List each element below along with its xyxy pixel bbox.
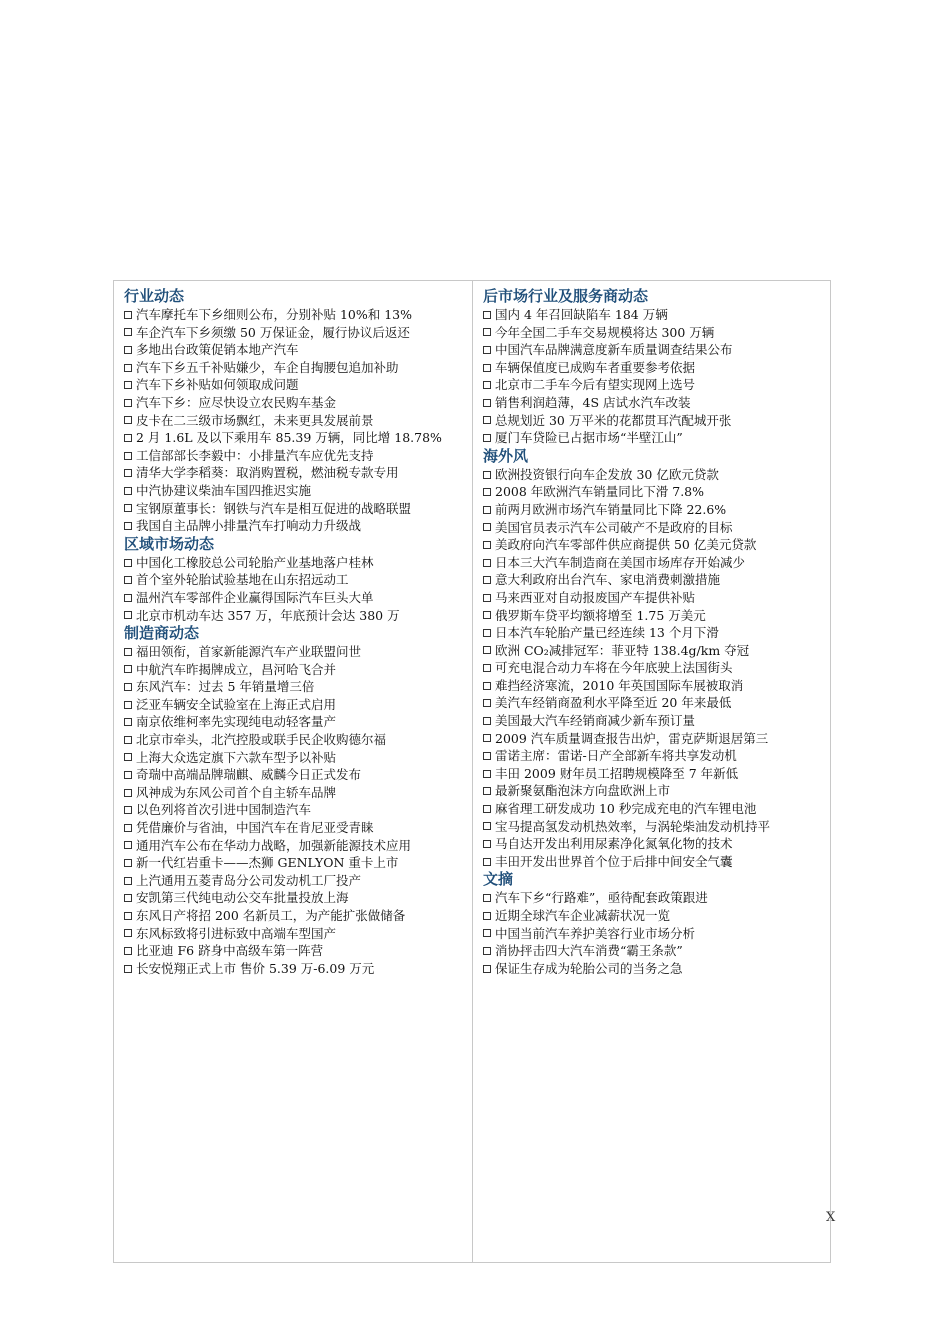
list-item-text: 我国自主品牌小排量汽车打响动力升级战 [136, 518, 362, 534]
list-item-text: 北京市二手车今后有望实现网上选号 [495, 377, 696, 393]
checkbox-icon [483, 416, 491, 424]
list-item[interactable] [124, 889, 469, 907]
list-item-text: 雷诺主席：雷诺-日产全部新车将共享发动机 [495, 748, 737, 764]
list-item-text: 丰田 2009 财年员工招聘规模降至 7 年新低 [495, 765, 739, 781]
list-item[interactable] [483, 942, 828, 960]
list-item-text: 保证生存成为轮胎公司的当务之急 [495, 960, 683, 976]
list-item-text: 马自达开发出利用尿素净化氮氧化物的技术 [495, 836, 733, 852]
checkbox-icon [124, 416, 132, 424]
checkbox-icon [483, 399, 491, 407]
checkbox-icon [483, 770, 491, 778]
list-item-text: 2009 汽车质量调查报告出炉，雷克萨斯退居第三 [495, 730, 769, 746]
checkbox-icon [483, 488, 491, 496]
list-item-text: 麻省理工研发成功 10 秒完成充电的汽车锂电池 [495, 801, 757, 817]
list-item-text: 2008 年欧洲汽车销量同比下滑 7.8% [495, 484, 705, 500]
list-item[interactable] [124, 801, 469, 819]
checkbox-icon [483, 929, 491, 937]
list-item[interactable] [483, 519, 828, 537]
list-item-text: 宝钢原董事长：钢铁与汽车是相互促进的战略联盟 [136, 500, 412, 516]
checkbox-icon [124, 522, 132, 530]
list-item[interactable] [124, 766, 469, 784]
list-item[interactable] [483, 376, 828, 394]
checkbox-icon [483, 364, 491, 372]
list-item[interactable] [124, 394, 469, 412]
list-item[interactable] [124, 359, 469, 377]
list-item-text: 汽车下乡“行路难”，亟待配套政策跟进 [495, 890, 708, 906]
checkbox-icon [124, 806, 132, 814]
checkbox-icon [483, 629, 491, 637]
checkbox-icon [483, 523, 491, 531]
list-item-text: 中国当前汽车养护美容行业市场分析 [495, 925, 696, 941]
list-item-text: 2 月 1.6L 及以下乘用车 85.39 万辆，同比增 18.78% [136, 430, 442, 446]
checkbox-icon [483, 328, 491, 336]
list-item[interactable] [124, 837, 469, 855]
checkbox-icon [483, 576, 491, 584]
list-item[interactable] [124, 872, 469, 890]
list-item[interactable] [124, 412, 469, 430]
list-item-text: 马来西亚对自动报废国产车提供补贴 [495, 589, 696, 605]
checkbox-icon [483, 664, 491, 672]
section-title: 制造商动态 [124, 624, 200, 643]
checkbox-icon [483, 787, 491, 795]
list-item[interactable] [124, 571, 469, 589]
list-item[interactable] [483, 359, 828, 377]
list-item-text: 国内 4 年召回缺陷车 184 万辆 [495, 307, 668, 322]
checkbox-icon [124, 824, 132, 832]
checkbox-icon [483, 840, 491, 848]
checkbox-icon [124, 328, 132, 336]
list-item[interactable] [124, 661, 469, 679]
list-item[interactable] [483, 306, 828, 324]
list-item-text: 厦门车贷险已占据市场“半壁江山” [495, 430, 683, 446]
checkbox-icon [483, 594, 491, 602]
checkbox-icon [483, 434, 491, 442]
section-list [483, 306, 828, 447]
section-list [124, 306, 469, 535]
list-item-text: 长安悦翔正式上市 售价 5.39 万-6.09 万元 [136, 960, 375, 976]
list-item-text: 中汽协建议柴油车国四推迟实施 [136, 482, 312, 498]
list-item[interactable] [124, 749, 469, 767]
list-item[interactable] [483, 835, 828, 853]
list-item-text: 中国汽车品牌满意度新车质量调查结果公布 [495, 342, 733, 358]
list-item[interactable] [124, 324, 469, 342]
checkbox-icon [483, 311, 491, 319]
list-item-text: 前两月欧洲市场汽车销量同比下降 22.6% [495, 501, 727, 517]
checkbox-icon [483, 471, 491, 479]
list-item-text: 汽车下乡：应尽快设立农民购车基金 [136, 394, 337, 410]
list-item[interactable] [124, 482, 469, 500]
list-item[interactable] [483, 712, 828, 730]
checkbox-icon [124, 683, 132, 691]
list-item[interactable] [483, 960, 828, 978]
list-item-text: 清华大学李稻葵：取消购置税，燃油税专款专用 [136, 465, 399, 481]
list-item[interactable] [124, 643, 469, 661]
list-item-text: 日本汽车轮胎产量已经连续 13 个月下滑 [495, 625, 719, 641]
list-item[interactable] [124, 731, 469, 749]
stray-mark: X [826, 1210, 836, 1225]
checkbox-icon [483, 734, 491, 742]
checkbox-icon [124, 894, 132, 902]
list-item[interactable] [483, 394, 828, 412]
list-item[interactable] [124, 376, 469, 394]
list-item[interactable] [483, 889, 828, 907]
list-item-text: 消协抨击四大汽车消费“霸王条款” [495, 943, 683, 959]
list-item[interactable] [124, 696, 469, 714]
list-item-text: 汽车下乡补贴如何领取成问题 [136, 377, 299, 393]
checkbox-icon [124, 611, 132, 619]
list-item-text: 美汽车经销商盈利水平降至近 20 年来最低 [495, 695, 732, 711]
list-item[interactable] [124, 607, 469, 625]
list-item-text: 中航汽车昨揭牌成立，昌河哈飞合并 [136, 661, 337, 677]
checkbox-icon [483, 699, 491, 707]
list-item[interactable] [483, 642, 828, 660]
checkbox-icon [124, 648, 132, 656]
checkbox-icon [124, 859, 132, 867]
list-item[interactable] [483, 818, 828, 836]
list-item[interactable] [483, 782, 828, 800]
checkbox-icon [124, 559, 132, 567]
checkbox-icon [124, 701, 132, 709]
list-item[interactable] [483, 853, 828, 871]
list-item-text: 总规划近 30 万平米的花都贯耳汽配城开张 [495, 412, 732, 428]
list-item-text: 新一代红岩重卡——杰狮 GENLYON 重卡上市 [136, 855, 399, 871]
list-item[interactable] [124, 554, 469, 572]
list-item-text: 北京市牵头，北汽控股或联手民企收购德尔福 [136, 732, 387, 748]
checkbox-icon [124, 929, 132, 937]
list-item[interactable] [124, 589, 469, 607]
list-item-text: 日本三大汽车制造商在美国市场库存开始减少 [495, 554, 746, 570]
checkbox-icon [124, 718, 132, 726]
list-item-text: 美国最大汽车经销商减少新车预订量 [495, 713, 696, 729]
checkbox-icon [483, 559, 491, 567]
checkbox-icon [483, 611, 491, 619]
list-item[interactable] [124, 500, 469, 518]
checkbox-icon [124, 965, 132, 973]
list-item[interactable] [483, 800, 828, 818]
list-item[interactable] [483, 624, 828, 642]
list-item-text: 丰田开发出世界首个位于后排中间安全气囊 [495, 853, 733, 869]
checkbox-icon [483, 947, 491, 955]
checkbox-icon [124, 789, 132, 797]
checkbox-icon [124, 665, 132, 673]
list-item-text: 风神成为东风公司首个自主轿车品牌 [136, 784, 337, 800]
list-item[interactable] [124, 907, 469, 925]
checkbox-icon [124, 487, 132, 495]
list-item-text: 安凯第三代纯电动公交车批量投放上海 [136, 890, 349, 906]
checkbox-icon [483, 381, 491, 389]
checkbox-icon [124, 736, 132, 744]
checkbox-icon [124, 912, 132, 920]
list-item[interactable] [124, 464, 469, 482]
checkbox-icon [483, 541, 491, 549]
list-item-text: 凭借廉价与省油，中国汽车在肯尼亚受青睐 [136, 820, 374, 836]
list-item[interactable] [124, 678, 469, 696]
checkbox-icon [124, 841, 132, 849]
list-item-text: 难挡经济寒流，2010 年英国国际车展被取消 [495, 677, 744, 693]
list-item-text: 东风标致将引进标致中高端车型国产 [136, 925, 337, 941]
section-list [124, 643, 469, 977]
list-item[interactable] [483, 429, 828, 447]
list-item-text: 欧洲 CO₂减排冠军：菲亚特 138.4g/km 夺冠 [495, 642, 750, 658]
checkbox-icon [483, 805, 491, 813]
checkbox-icon [124, 346, 132, 354]
list-item[interactable] [483, 659, 828, 677]
column-divider [472, 281, 473, 1262]
list-item-text: 皮卡在二三级市场飘红，未来更具发展前景 [136, 412, 374, 428]
list-item[interactable] [124, 306, 469, 324]
list-item-text: 温州汽车零部件企业赢得国际汽车巨头大单 [136, 589, 374, 605]
list-item-text: 俄罗斯车贷平均额将增至 1.75 万美元 [495, 607, 706, 623]
list-item[interactable] [124, 819, 469, 837]
left-column [124, 287, 469, 977]
checkbox-icon [483, 822, 491, 830]
section-list [483, 466, 828, 871]
checkbox-icon [124, 877, 132, 885]
checkbox-icon [483, 858, 491, 866]
checkbox-icon [483, 717, 491, 725]
list-item-text: 泛亚车辆安全试验室在上海正式启用 [136, 696, 337, 712]
list-item[interactable] [483, 412, 828, 430]
list-item[interactable] [483, 677, 828, 695]
checkbox-icon [124, 469, 132, 477]
list-item[interactable] [124, 942, 469, 960]
section-title: 行业动态 [124, 287, 185, 305]
list-item[interactable] [483, 501, 828, 519]
list-item-text: 东风日产将招 200 名新员工，为产能扩张做储备 [136, 908, 406, 923]
list-item-text: 车辆保值度已成购车者重要参考依据 [495, 359, 696, 375]
section-list [483, 889, 828, 977]
list-item-text: 北京市机动车达 357 万，年底预计会达 380 万 [136, 607, 400, 623]
checkbox-icon [124, 576, 132, 584]
list-item-text: 美国官员表示汽车公司破产不是政府的目标 [495, 519, 733, 535]
list-item-text: 今年全国二手车交易规模将达 300 万辆 [495, 324, 715, 340]
list-item[interactable] [483, 765, 828, 783]
list-item-text: 欧洲投资银行向车企发放 30 亿欧元贷款 [495, 466, 719, 482]
checkbox-icon [124, 753, 132, 761]
list-item-text: 宝马提高氢发动机热效率，与涡轮柴油发动机持平 [495, 818, 771, 834]
checkbox-icon [124, 434, 132, 442]
list-item[interactable] [483, 554, 828, 572]
list-item-text: 南京依维柯率先实现纯电动轻客量产 [136, 714, 337, 730]
list-item-text: 多地出台政策促销本地产汽车 [136, 342, 299, 358]
list-item[interactable] [483, 694, 828, 712]
checkbox-icon [124, 947, 132, 955]
list-item[interactable] [124, 784, 469, 802]
list-item-text: 上汽通用五菱青岛分公司发动机工厂投产 [136, 872, 362, 888]
list-item-text: 福田领衔，首家新能源汽车产业联盟问世 [136, 644, 362, 660]
list-item-text: 首个室外轮胎试验基地在山东招远动工 [136, 572, 349, 588]
checkbox-icon [483, 646, 491, 654]
checkbox-icon [124, 364, 132, 372]
list-item[interactable] [483, 483, 828, 501]
checkbox-icon [124, 399, 132, 407]
list-item-text: 工信部部长李毅中：小排量汽车应优先支持 [136, 447, 374, 463]
list-item[interactable] [124, 447, 469, 465]
list-item[interactable] [483, 466, 828, 484]
list-item[interactable] [483, 341, 828, 359]
list-item[interactable] [483, 571, 828, 589]
list-item-text: 奇瑞中高端品牌瑞麒、威麟今日正式发布 [136, 767, 362, 783]
checkbox-icon [124, 452, 132, 460]
list-item[interactable] [124, 429, 469, 447]
section-list [124, 554, 469, 624]
list-item-text: 近期全球汽车企业减薪状况一览 [495, 908, 671, 923]
list-item[interactable] [124, 960, 469, 978]
checkbox-icon [124, 311, 132, 319]
list-item-text: 汽车下乡五千补贴嫌少，车企自掏腰包追加补助 [136, 359, 399, 375]
list-item[interactable] [124, 341, 469, 359]
list-item-text: 上海大众选定旗下六款车型予以补贴 [136, 749, 337, 765]
list-item-text: 最新聚氨酯泡沫方向盘欧洲上市 [495, 783, 671, 799]
list-item-text: 通用汽车公布在华动力战略，加强新能源技术应用 [136, 837, 412, 853]
list-item-text: 汽车摩托车下乡细则公布，分别补贴 10%和 13% [136, 307, 413, 322]
checkbox-icon [124, 771, 132, 779]
section-title: 海外风 [483, 446, 529, 465]
list-item[interactable] [483, 589, 828, 607]
section-title: 区域市场动态 [124, 534, 215, 553]
list-item[interactable] [124, 854, 469, 872]
list-item-text: 以色列将首次引进中国制造汽车 [136, 802, 312, 818]
section-title: 后市场行业及服务商动态 [483, 287, 649, 305]
list-item-text: 可充电混合动力车将在今年底驶上法国街头 [495, 660, 733, 676]
checkbox-icon [124, 504, 132, 512]
checkbox-icon [483, 682, 491, 690]
checkbox-icon [124, 594, 132, 602]
list-item-text: 车企汽车下乡须缴 50 万保证金，履行协议后返还 [136, 324, 410, 340]
list-item[interactable] [124, 925, 469, 943]
list-item-text: 中国化工橡胶总公司轮胎产业基地落户桂林 [136, 554, 374, 570]
checkbox-icon [483, 912, 491, 920]
list-item[interactable] [483, 730, 828, 748]
list-item[interactable] [124, 517, 469, 535]
section-title: 文摘 [483, 870, 514, 889]
list-item[interactable] [124, 713, 469, 731]
checkbox-icon [483, 965, 491, 973]
list-item[interactable] [483, 925, 828, 943]
list-item[interactable] [483, 747, 828, 765]
list-item-text: 美政府向汽车零部件供应商提供 50 亿美元贷款 [495, 537, 757, 553]
list-item-text: 意大利政府出台汽车、家电消费刺激措施 [495, 572, 721, 588]
list-item[interactable] [483, 907, 828, 925]
checkbox-icon [124, 381, 132, 389]
list-item[interactable] [483, 607, 828, 625]
list-item-text: 东风汽车：过去 5 年销量增三倍 [136, 679, 315, 695]
checkbox-icon [483, 752, 491, 760]
checkbox-icon [483, 346, 491, 354]
list-item[interactable] [483, 324, 828, 342]
list-item-text: 比亚迪 F6 跻身中高级车第一阵营 [136, 943, 324, 959]
list-item[interactable] [483, 536, 828, 554]
checkbox-icon [483, 506, 491, 514]
list-item-text: 销售利润趋薄，4S 店试水汽车改装 [495, 394, 691, 410]
checkbox-icon [483, 894, 491, 902]
right-column [483, 287, 828, 977]
